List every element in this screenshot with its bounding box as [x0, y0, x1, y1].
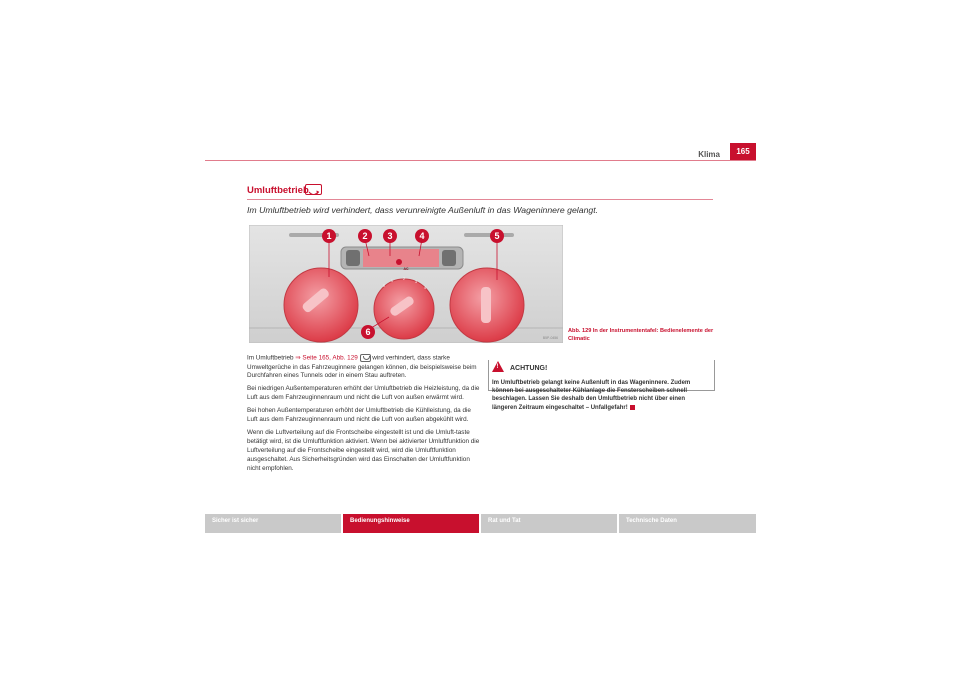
callout-5: 5: [494, 231, 500, 241]
footer-tab-sicher[interactable]: Sicher ist sicher: [205, 514, 341, 533]
callout-6: 6: [365, 327, 371, 337]
fan-scale-0: 0: [383, 284, 385, 288]
paragraph-4: Wenn die Luftverteilung auf die Frontscheibe eingestellt ist und die Umluft-taste betätigt wird, ist die Umluftfunktion aktiviert. Wenn bei aktivierter Umluftfunktion die Luftverteilung auf die Frontscheibe eingestellt wird, wird die Umluftfunktion ausgeschaltet. Aus Sicherheitsgründen wird das Einschalten der Umluftfunktion nicht empfohlen.: [247, 429, 480, 472]
paragraph-2: Bei niedrigen Außentemperaturen erhöht der Umluftbetrieb die Heizleistung, da die Luft aus dem Fahrzeuginnenraum und nicht die Luft von außen erwärmt wird.: [247, 385, 480, 402]
warning-label: ACHTUNG!: [510, 365, 548, 372]
fan-scale-3: 3: [415, 280, 417, 284]
footer-tab-rat-und-tat[interactable]: Rat und Tat: [481, 514, 617, 533]
header-rule: [205, 160, 756, 161]
warning-body: Im Umluftbetrieb gelangt keine Außenluft in das Wageninnere. Zudem können bei ausgeschalteter Kühlanlage die Fensterscheiben schnell beschlagen. Lassen Sie deshalb den Umluftbetrieb nicht über einen längeren Zeitraum eingeschaltet – Unfallgefahr!: [492, 380, 691, 411]
fan-scale-1: 1: [391, 279, 393, 283]
page-number: 165: [730, 143, 756, 160]
running-header-title: Klima: [698, 150, 720, 159]
section-subtitle: Im Umluftbetrieb wird verhindert, dass verunreinigte Außenluft in das Wageninnere gelangt.: [247, 205, 599, 215]
paragraph-1-start: Im Umluftbetrieb: [247, 354, 296, 362]
recirculation-icon: [305, 184, 322, 195]
footer-tab-technische-daten[interactable]: Technische Daten: [619, 514, 756, 533]
fan-scale-4: 4: [424, 286, 426, 290]
callout-1: 1: [326, 231, 332, 241]
paragraph-1-end: wird verhindert, dass starke Umweltgerüche in das Fahrzeuginnere gelangen können, die beispielsweise beim Durchfahren eines Tunnels oder in einem Stau auftreten.: [247, 354, 477, 380]
recirculation-button-icon: [360, 354, 371, 362]
figure-code: B5P-0456: [542, 336, 558, 340]
figure-caption: Abb. 129 In der Instrumententafel: Bedienelemente der Climatic: [568, 328, 714, 342]
warning-text: [492, 379, 710, 412]
section-rule: [247, 199, 713, 200]
body-text: [247, 354, 482, 478]
paragraph-1: [247, 354, 482, 381]
climatic-controls-figure: [249, 225, 563, 343]
callout-4: 4: [419, 231, 425, 241]
fan-scale-2: 2: [403, 277, 405, 281]
section-title: Umluftbetrieb: [247, 185, 309, 196]
ac-label: AC: [403, 267, 409, 271]
end-mark-icon: [630, 405, 635, 410]
footer-tab-bedienungshinweise[interactable]: Bedienungshinweise: [343, 514, 479, 533]
callout-2: 2: [362, 231, 368, 241]
figure-reference-link[interactable]: ⇒ Seite 165, Abb. 129: [295, 354, 358, 362]
paragraph-3: Bei hohen Außentemperaturen erhöht der Umluftbetrieb die Kühlleistung, da die Luft aus dem Fahrzeuginnenraum und nicht die Luft von außen abgekühlt wird.: [247, 407, 471, 424]
exclamation-icon: !: [496, 364, 499, 370]
callout-3: 3: [387, 231, 393, 241]
